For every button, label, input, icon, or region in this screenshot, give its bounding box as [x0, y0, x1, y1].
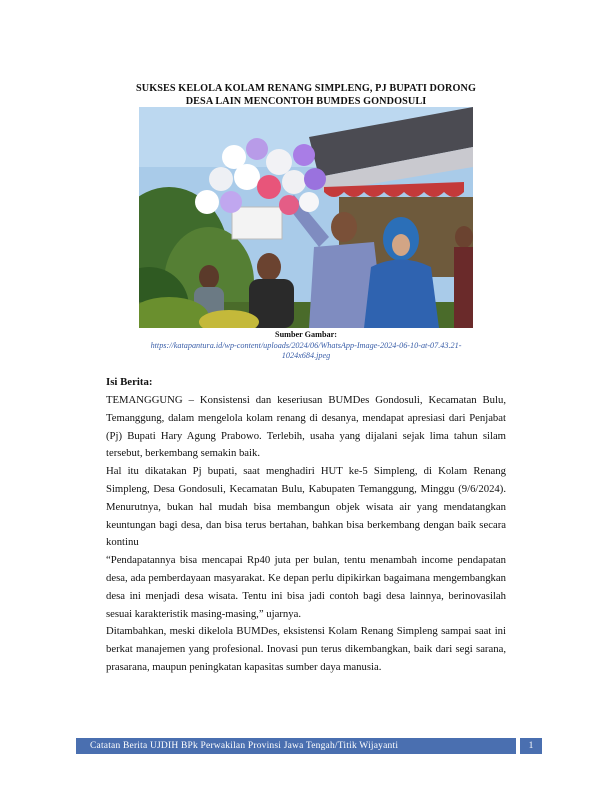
- section-heading: Isi Berita:: [106, 376, 153, 388]
- article-title: [100, 82, 512, 108]
- image-source-link-line-1[interactable]: https://katapantura.id/wp-content/uploads/2024/06/WhatsApp-Image-2024-06-10-at-07.43.21-: [150, 340, 462, 350]
- paragraph-2: Hal itu dikatakan Pj bupati, saat menghadiri HUT ke-5 Simpleng, di Kolam Renang Simpleng, Desa Gondosuli, Kecamatan Bulu, Kabupaten Temanggung, Minggu (9/6/2024). Menurutnya, bukan hal mudah bisa membangun objek wisata air yang mendatangkan keuntungan bagi desa, dan bisa terus bertahan, bahkan bisa berkembang dengan baik secara kontinu: [106, 465, 506, 549]
- image-source-link-line-2[interactable]: 1024x684.jpeg: [281, 351, 331, 360]
- article-photo: [139, 107, 473, 328]
- image-caption-label: Sumber Gambar:: [275, 330, 337, 339]
- page-footer: [76, 738, 542, 754]
- page-number: 1: [520, 738, 542, 754]
- paragraph-3: “Pendapatannya bisa mencapai Rp40 juta per bulan, tentu menambah income pendapatan desa, ada pemberdayaan masyarakat. Ke depan perlu dipikirkan bagaimana mengembangkan desa ini menjadi desa wisata. Tentu ini bisa jadi contoh bagi desa lainnya, berinovasilah sesuai karakteristik masing-masing,” ujarnya.: [106, 554, 506, 620]
- article-title-line-2: DESA LAIN MENCONTOH BUMDES GONDOSULI: [185, 96, 427, 107]
- footer-text: Catatan Berita UJDIH BPk Perwakilan Provinsi Jawa Tengah/Titik Wijayanti: [76, 738, 516, 754]
- article-title-line-1: SUKSES KELOLA KOLAM RENANG SIMPLENG, PJ BUPATI DORONG: [135, 83, 477, 94]
- article-body: [106, 376, 506, 677]
- paragraph-4: Ditambahkan, meski dikelola BUMDes, eksistensi Kolam Renang Simpleng sampai saat ini berkat manajemen yang profesional. Inovasi pun terus dikembangkan, baik dari segi sarana, prasarana, maupun peningkatan kapasitas sumber daya manusia.: [106, 625, 506, 673]
- paragraph-1: TEMANGGUNG – Konsistensi dan keseriusan BUMDes Gondosuli, Kecamatan Bulu, Temanggung, dalam mengelola kolam renang di desanya, mendapat apresiasi dari Penjabat (Pj) Bupati Hary Agung Prabowo. Terlebih, usaha yang dijalani sejak lima tahun silam tersebut, berkembang semakin baik.: [106, 394, 506, 460]
- image-caption: [100, 330, 512, 362]
